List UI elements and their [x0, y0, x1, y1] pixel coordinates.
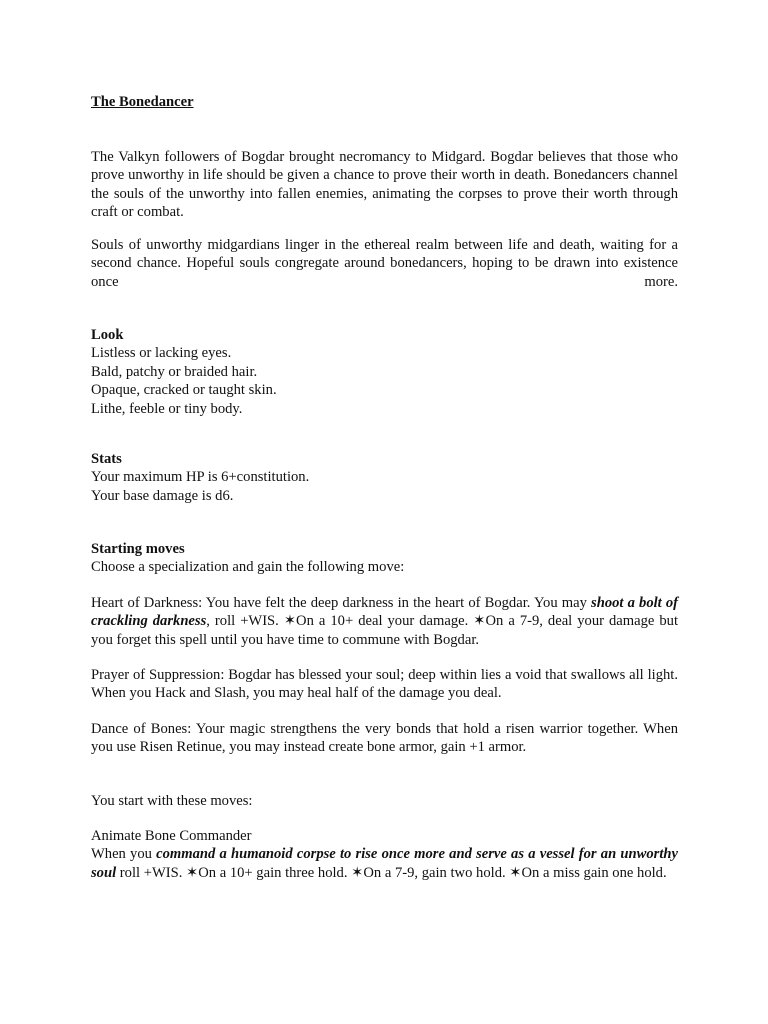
animate-bone-commander-pre: When you — [91, 846, 157, 863]
animate-bone-commander-outcome: roll +WIS. ✶On a 10+ gain three hold. ✶On a 7-9, gain two hold. ✶On a miss gain one hold. — [116, 864, 667, 881]
look-item: Bald, patchy or braided hair. — [91, 363, 258, 380]
move-heart-of-darkness — [91, 594, 678, 649]
animate-bone-commander-text — [91, 845, 678, 882]
look-section — [91, 326, 678, 418]
look-item: Lithe, feeble or tiny body. — [91, 400, 243, 417]
animate-bone-commander-trigger: command a humanoid corpse to rise once more and serve as a vessel for an unworthy soul — [91, 846, 678, 881]
intro-paragraph-2-body: Souls of unworthy midgardians linger in the ethereal realm between life and death, waiting for a second chance. Hopeful souls congregate around bonedancers, hoping to be drawn into existence — [91, 237, 678, 272]
heart-of-darkness-text: Heart of Darkness: You have felt the deep darkness in the heart of Bogdar. You may — [91, 595, 592, 611]
look-item: Listless or lacking eyes. — [91, 345, 232, 362]
move-dance-of-bones: Dance of Bones: Your magic strengthens the very bonds that hold a risen warrior together. When you use Risen Retinue, you may instead create bone armor, gain +1 armor. — [91, 721, 678, 756]
move-animate-bone-commander — [91, 827, 678, 882]
starting-moves-heading: Starting moves — [91, 541, 185, 557]
page-title: The Bonedancer — [91, 94, 194, 110]
stats-section — [91, 450, 678, 505]
starting-moves-intro: Choose a specialization and gain the following move: — [91, 559, 405, 576]
stats-item: Your base damage is d6. — [91, 487, 234, 504]
intro-paragraph-2 — [91, 236, 678, 291]
intro-paragraph-2-once: once — [91, 273, 119, 290]
heart-of-darkness-outcome: , roll +WIS. ✶On a 10+ deal your damage. ✶On a 7-9, deal your damage but you forget this spell until you have time to commune with Bogdar. — [91, 613, 678, 648]
stats-heading: Stats — [91, 451, 122, 467]
intro-paragraph-2-last-line — [91, 273, 678, 291]
intro-paragraph-2-more: more. — [644, 273, 678, 290]
look-heading: Look — [91, 327, 124, 343]
intro-paragraph-1: The Valkyn followers of Bogdar brought necromancy to Midgard. Bogdar believes that those who prove unworthy in life should be given a chance to prove their worth in death. Bonedancers channel the souls of the unworthy into fallen enemies, animating the corpses to prove their worth through craft or combat. — [91, 149, 678, 221]
heart-of-darkness-trigger: shoot a bolt of crackling darkness — [91, 595, 679, 630]
start-with-intro: You start with these moves: — [91, 793, 253, 809]
look-item: Opaque, cracked or taught skin. — [91, 382, 277, 399]
stats-item: Your maximum HP is 6+constitution. — [91, 469, 310, 486]
move-prayer-of-suppression: Prayer of Suppression: Bogdar has blessed your soul; deep within lies a void that swallows all light. When you Hack and Slash, you may heal half of the damage you deal. — [91, 667, 678, 702]
animate-bone-commander-name: Animate Bone Commander — [91, 828, 252, 844]
starting-moves-section — [91, 540, 678, 577]
